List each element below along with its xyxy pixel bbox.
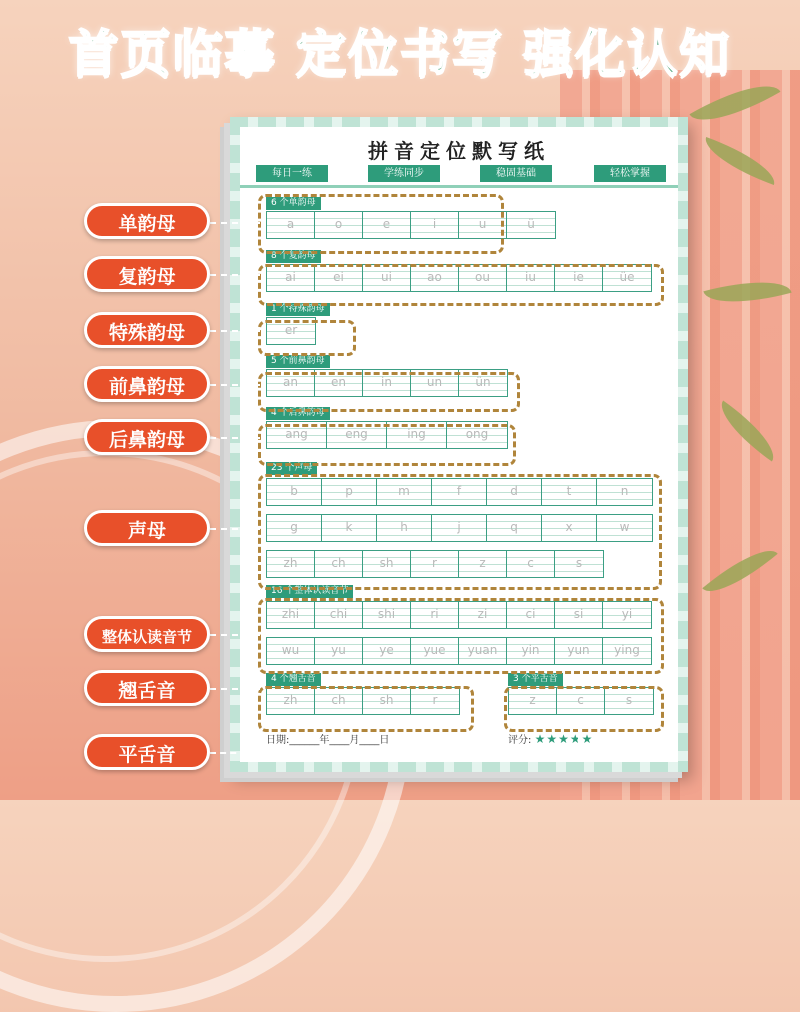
cell-text: s — [575, 556, 583, 570]
highlight-box-back-nasal — [258, 424, 516, 466]
cell-text: eng — [345, 427, 368, 441]
cell-text: ing — [407, 427, 426, 441]
cell-text: ie — [573, 270, 584, 284]
cell-text: ang — [285, 427, 308, 441]
grid-cell[interactable] — [507, 212, 555, 238]
highlight-box-single — [258, 194, 504, 254]
cell-text: ri — [430, 607, 439, 621]
connector-line — [210, 752, 580, 754]
section-label: 1 个特殊韵母 — [266, 303, 330, 316]
date-line: 日期:______年____月____日 — [266, 735, 390, 746]
section-label: 4 个后鼻韵母 — [266, 407, 330, 420]
cell-text: in — [381, 375, 392, 389]
connector-line — [210, 222, 260, 224]
highlight-box-retroflex — [258, 686, 474, 732]
cell-text: g — [290, 520, 298, 534]
connector-line — [578, 727, 580, 752]
cell-text: zi — [477, 607, 488, 621]
star-rating: ★★★★★ — [534, 732, 594, 746]
section-label: 16 个整体认读音节 — [266, 585, 353, 598]
pill-whole-syllables: 整体认读音节 — [84, 616, 210, 652]
cell-text: wu — [281, 643, 300, 657]
pill-back-nasal: 后鼻韵母 — [84, 419, 210, 455]
cell-text: yuan — [467, 643, 498, 657]
cell-text: z — [479, 556, 486, 570]
cell-text: r — [432, 693, 438, 707]
cell-text: r — [432, 556, 437, 570]
tag-row — [256, 165, 666, 183]
tag: 学练同步 — [368, 165, 440, 182]
cell-text: p — [345, 484, 353, 498]
highlight-box-front-nasal — [258, 372, 520, 412]
pill-front-nasal: 前鼻韵母 — [84, 366, 210, 402]
cell-text: si — [573, 607, 584, 621]
section-label: 6 个单韵母 — [266, 197, 321, 210]
tag: 轻松掌握 — [594, 165, 666, 182]
pill-special-final: 特殊韵母 — [84, 312, 210, 348]
cell-text: w — [619, 520, 630, 534]
cell-text: h — [400, 520, 408, 534]
cell-text: b — [290, 484, 298, 498]
cell-text: ye — [379, 643, 394, 657]
cell-text: ch — [331, 693, 346, 707]
connector-line — [210, 688, 260, 690]
connector-line — [210, 274, 260, 276]
cell-text: u — [478, 217, 487, 231]
pill-retroflex: 翘舌音 — [84, 670, 210, 706]
section-label: 4 个翘舌音 — [266, 673, 321, 686]
cell-text: iu — [525, 270, 536, 284]
cell-text: en — [331, 375, 346, 389]
cell-text: f — [456, 484, 462, 498]
headline: 首页临摹 定位书写 强化认知 — [68, 25, 732, 83]
cell-text: q — [510, 520, 518, 534]
cell-text: zhi — [281, 607, 300, 621]
cell-text: d — [510, 484, 518, 498]
highlight-box-initials — [258, 474, 662, 590]
section-label: 5 个前鼻韵母 — [266, 355, 330, 368]
cell-text: a — [286, 217, 295, 231]
cell-text: c — [527, 556, 534, 570]
title-rule — [240, 185, 678, 188]
highlight-box-flat — [504, 686, 664, 732]
pill-single-finals: 单韵母 — [84, 203, 210, 239]
cell-text: e — [382, 217, 391, 231]
cell-text: s — [625, 693, 633, 707]
cell-text: n — [620, 484, 629, 498]
section-label: 23 个声母 — [266, 462, 317, 475]
cell-text: sh — [379, 556, 394, 570]
cell-text: x — [565, 520, 573, 534]
cell-text: k — [345, 520, 353, 534]
paper-right-band — [678, 117, 688, 772]
paper-top-band — [230, 117, 688, 127]
cell-text: an — [283, 375, 298, 389]
cell-text: zh — [283, 693, 298, 707]
cell-text: er — [284, 323, 298, 337]
cell-text: j — [457, 520, 461, 534]
connector-line — [210, 330, 260, 332]
connector-line — [210, 528, 260, 530]
cell-text: t — [566, 484, 572, 498]
paper-bottom-band — [230, 762, 688, 772]
cell-text: üe — [619, 270, 635, 284]
cell-text: ü — [527, 217, 535, 231]
cell-text: i — [432, 217, 437, 231]
cell-text: yi — [621, 607, 633, 621]
cell-text: un — [426, 375, 443, 389]
cell-text: yu — [331, 643, 346, 657]
cell-text: o — [334, 217, 343, 231]
cell-text: chi — [329, 607, 348, 621]
highlight-box-whole — [258, 598, 664, 674]
tag: 每日一练 — [256, 165, 328, 182]
cell-text: m — [398, 484, 410, 498]
pill-initials: 声母 — [84, 510, 210, 546]
highlight-box-special — [258, 320, 356, 356]
score-label: 评分: — [508, 735, 532, 746]
cell-text: z — [529, 693, 536, 707]
score-area — [508, 731, 593, 746]
cell-text: shi — [377, 607, 396, 621]
pill-compound-finals: 复韵母 — [84, 256, 210, 292]
section-label: 8 个复韵母 — [266, 250, 321, 263]
cell-text: ui — [381, 270, 392, 284]
paper-left-band — [230, 117, 240, 772]
cell-text: ei — [333, 270, 344, 284]
cell-text: ch — [331, 556, 346, 570]
cell-text: ou — [475, 270, 490, 284]
worksheet-title: 拼音定位默写纸 — [368, 139, 550, 163]
cell-text: ao — [427, 270, 442, 284]
cell-text: yin — [521, 643, 540, 657]
cell-text: sh — [379, 693, 394, 707]
connector-line — [210, 437, 260, 439]
cell-text: ai — [285, 270, 296, 284]
cell-text: yun — [567, 643, 590, 657]
section-label: 3 个平舌音 — [508, 673, 563, 686]
cell-text: c — [577, 693, 584, 707]
pill-flat: 平舌音 — [84, 734, 210, 770]
cell-text: ong — [465, 427, 489, 441]
cell-text: yue — [423, 643, 446, 657]
cell-text: ci — [525, 607, 536, 621]
connector-line — [210, 384, 260, 386]
cell-text: ün — [475, 375, 491, 389]
tag: 稳固基础 — [480, 165, 552, 182]
highlight-box-compound — [258, 264, 664, 306]
connector-line — [210, 634, 260, 636]
cell-text: ying — [614, 643, 640, 657]
cell-text: zh — [283, 556, 298, 570]
